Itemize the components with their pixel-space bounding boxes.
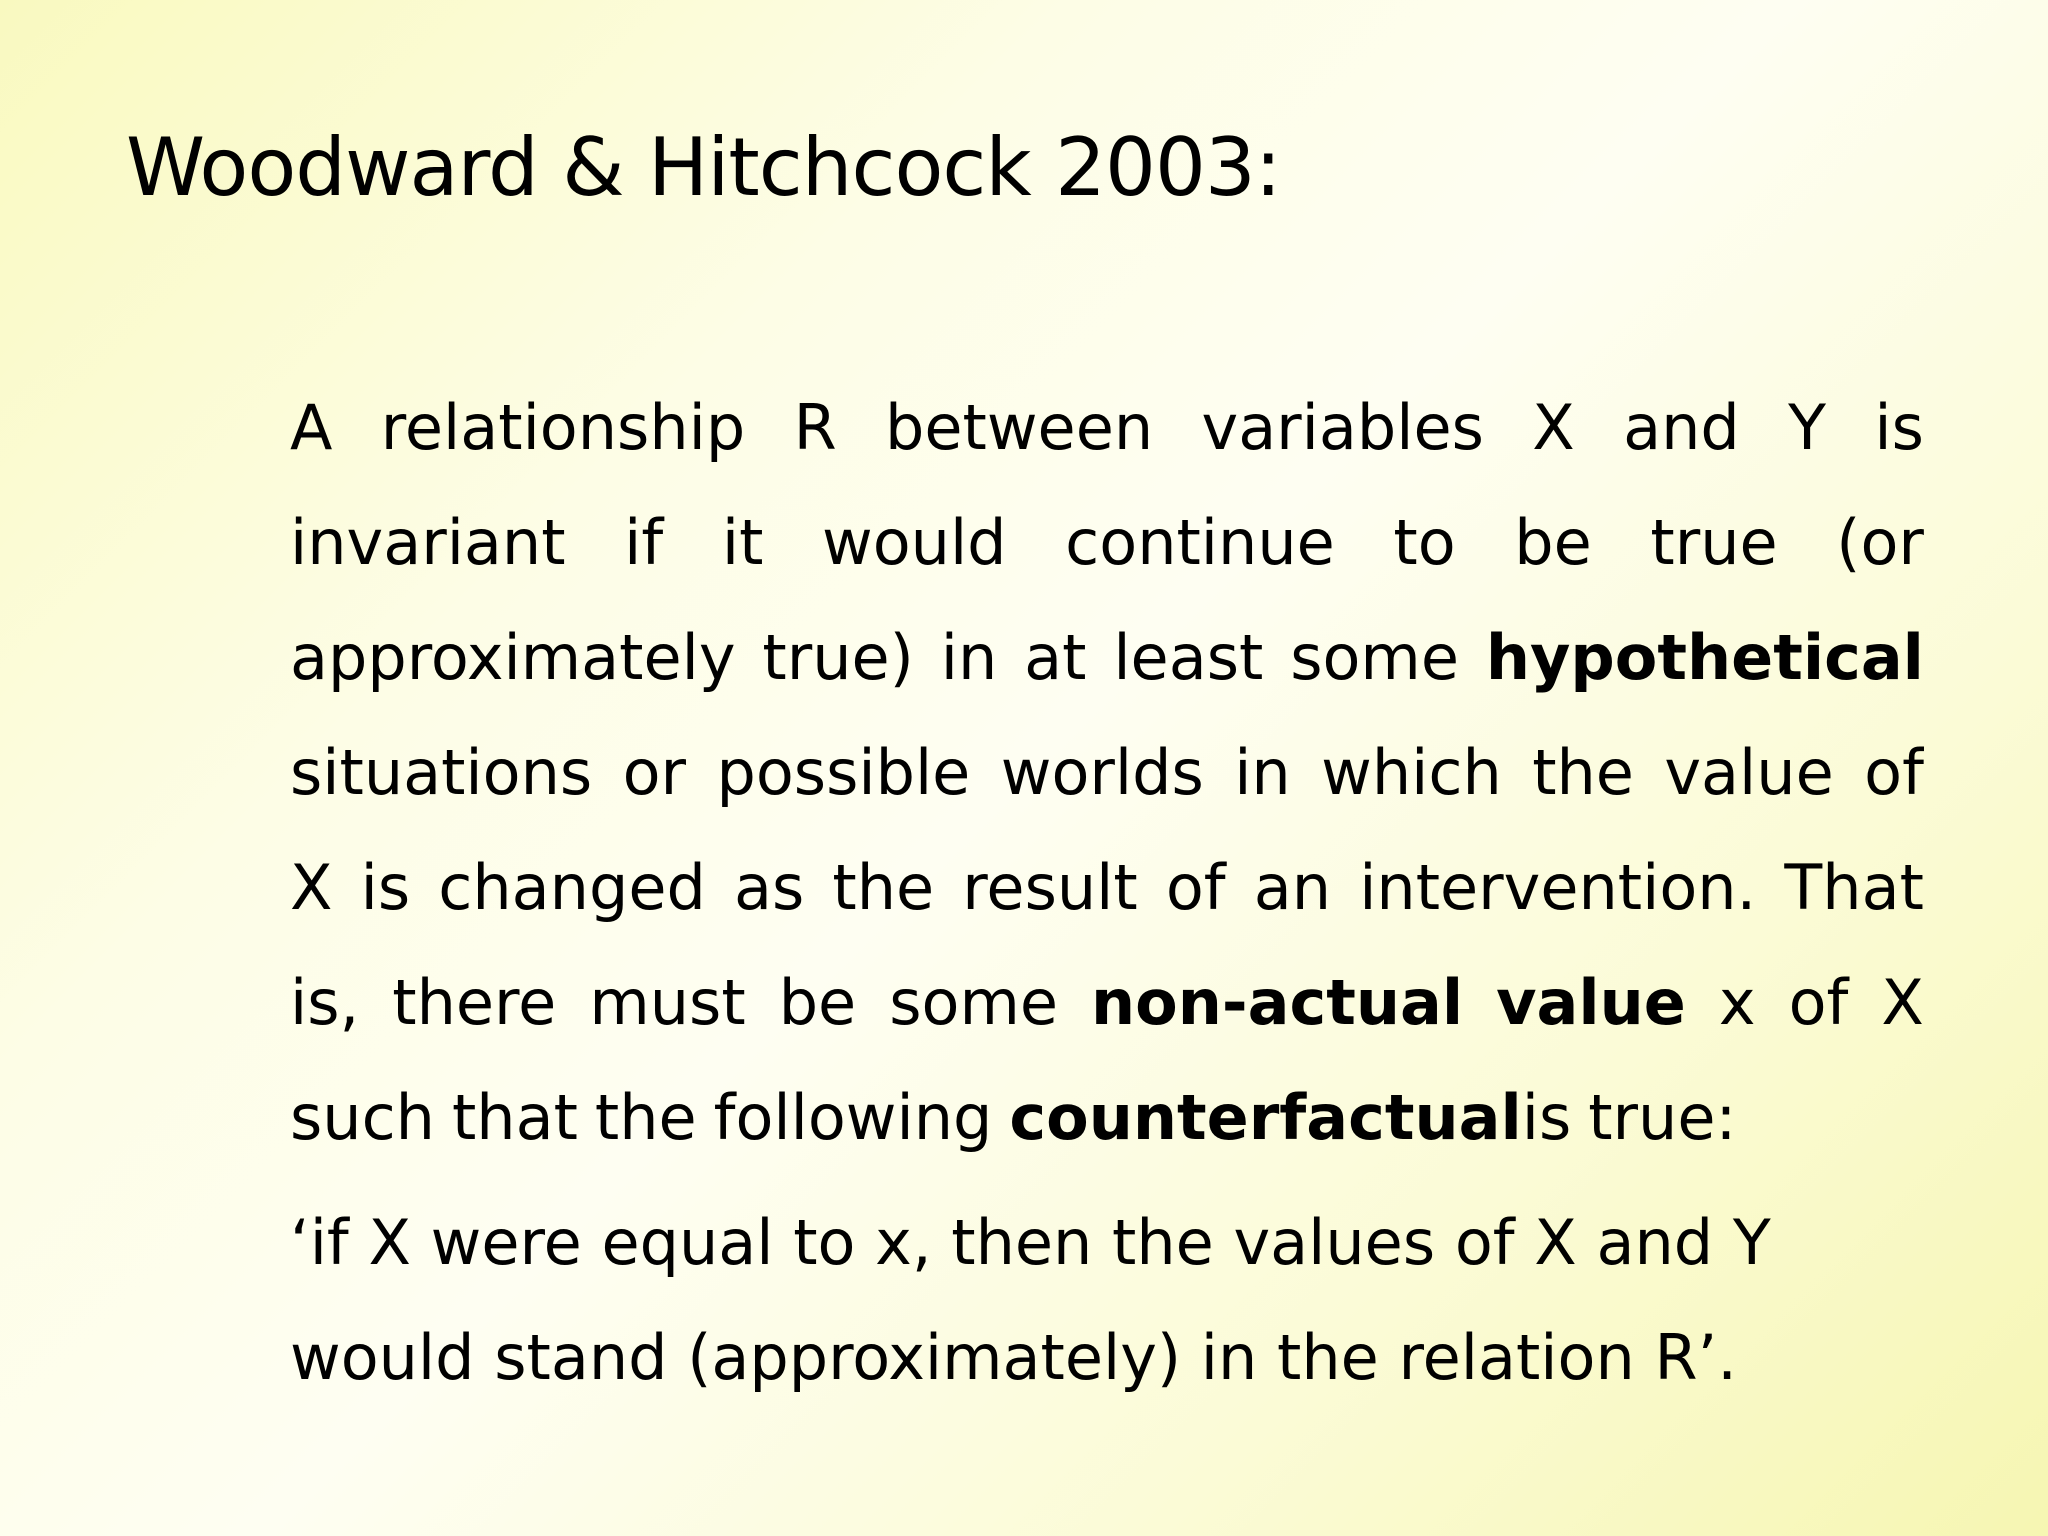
word: (or xyxy=(1836,506,1924,579)
word: that xyxy=(451,1081,578,1154)
word: some xyxy=(1290,621,1459,694)
word: true: xyxy=(1588,1081,1737,1154)
slide-title: Woodward & Hitchcock 2003: xyxy=(126,121,1281,214)
definition-line xyxy=(290,715,1924,830)
definition-line xyxy=(290,945,1924,1060)
word: X xyxy=(290,851,333,924)
word: invariant xyxy=(290,506,566,579)
word: result xyxy=(962,851,1138,924)
word: to xyxy=(1393,506,1456,579)
emphasized-term: non-actual xyxy=(1091,966,1464,1039)
definition-block xyxy=(290,370,1924,1415)
word: approximately xyxy=(290,621,736,694)
word: changed xyxy=(438,851,706,924)
definition-line xyxy=(290,370,1924,485)
word: the xyxy=(1532,736,1634,809)
quote-line: would stand (approximately) in the relation R’. xyxy=(290,1321,1737,1394)
word: worlds xyxy=(1000,736,1204,809)
word: continue xyxy=(1065,506,1335,579)
word: following xyxy=(713,1081,993,1154)
word: situations xyxy=(290,736,593,809)
word: least xyxy=(1113,621,1264,694)
word: such xyxy=(290,1081,435,1154)
definition-line xyxy=(290,600,1924,715)
word: an xyxy=(1253,851,1332,924)
word: be xyxy=(1514,506,1592,579)
word: possible xyxy=(716,736,971,809)
word: intervention. xyxy=(1359,851,1757,924)
word: be xyxy=(778,966,857,1039)
word: X xyxy=(1881,966,1924,1039)
word: and xyxy=(1623,391,1740,464)
word: in xyxy=(940,621,998,694)
word: it xyxy=(721,506,764,579)
word: between xyxy=(885,391,1154,464)
word: is xyxy=(360,851,411,924)
definition-line xyxy=(290,485,1924,600)
word: A xyxy=(290,391,333,464)
word: as xyxy=(733,851,805,924)
word: of xyxy=(1165,851,1226,924)
definition-line xyxy=(290,830,1924,945)
emphasized-term: counterfactual xyxy=(1009,1081,1522,1154)
word: relationship xyxy=(380,391,746,464)
emphasized-term: hypothetical xyxy=(1485,621,1924,694)
quote-line: ‘if X were equal to x, then the values of X and Y xyxy=(290,1206,1771,1279)
spacer xyxy=(290,1175,1924,1185)
word: Y xyxy=(1788,391,1827,464)
word: true) xyxy=(762,621,914,694)
word: x xyxy=(1718,966,1756,1039)
word: is xyxy=(1874,391,1924,464)
word: the xyxy=(832,851,935,924)
word: at xyxy=(1024,621,1087,694)
emphasized-term: value xyxy=(1496,966,1686,1039)
word: value xyxy=(1664,736,1834,809)
word: is, xyxy=(290,966,360,1039)
word: in xyxy=(1234,736,1291,809)
word: of xyxy=(1864,736,1924,809)
word: or xyxy=(622,736,687,809)
word: if xyxy=(624,506,664,579)
word: R xyxy=(793,391,837,464)
word: is xyxy=(1521,1081,1572,1154)
word: variables xyxy=(1201,391,1484,464)
word: some xyxy=(889,966,1058,1039)
word: true xyxy=(1650,506,1778,579)
word: must xyxy=(589,966,746,1039)
word: there xyxy=(392,966,557,1039)
word: would xyxy=(822,506,1007,579)
word: That xyxy=(1784,851,1924,924)
definition-line xyxy=(290,1060,1924,1175)
word: X xyxy=(1532,391,1575,464)
word: the xyxy=(594,1081,697,1154)
word: of xyxy=(1788,966,1849,1039)
word: which xyxy=(1321,736,1502,809)
